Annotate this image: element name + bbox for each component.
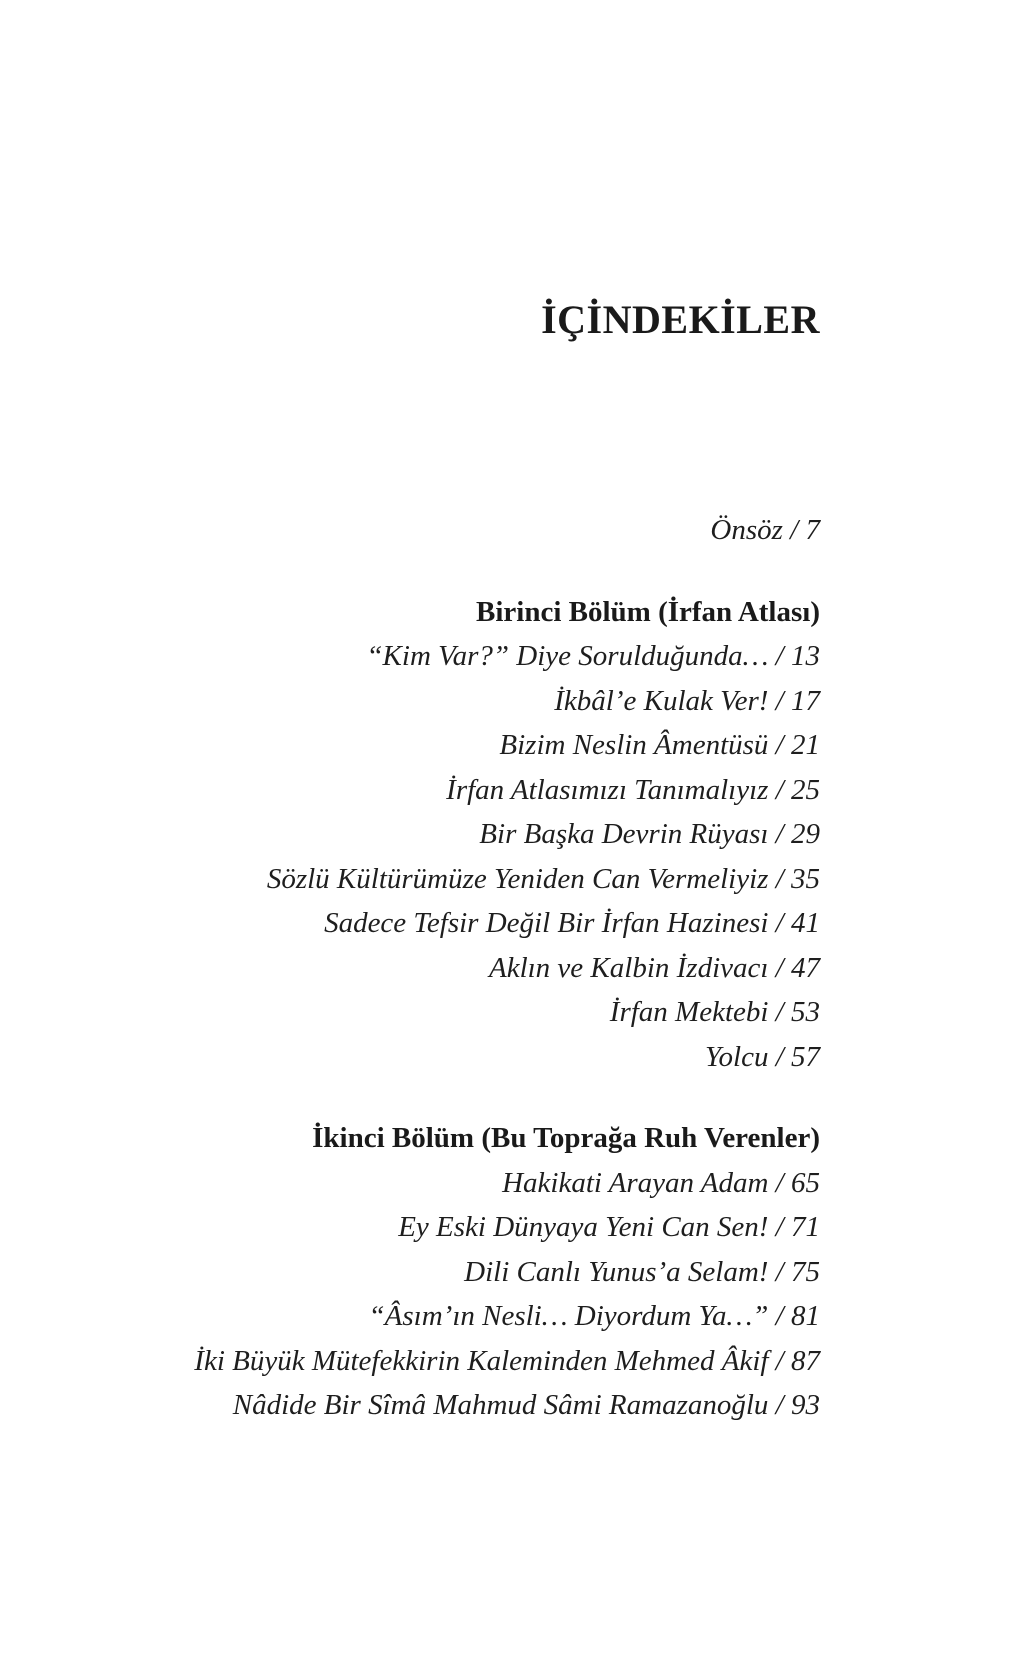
toc-entry: Bir Başka Devrin Rüyası / 29 <box>479 818 820 850</box>
toc-entry: İkbâl’e Kulak Ver! / 17 <box>554 684 820 717</box>
toc-entry: Dili Canlı Yunus’a Selam! / 75 <box>464 1255 820 1288</box>
toc-entry: İki Büyük Mütefekkirin Kaleminden Mehmed Âkif / 87 <box>194 1344 820 1377</box>
section-2 <box>194 1116 820 1428</box>
toc-entry: Nâdide Bir Sîmâ Mahmud Sâmi Ramazanoğlu / 93 <box>232 1389 820 1421</box>
section-spacer <box>194 553 820 590</box>
toc-entry: İrfan Atlasımızı Tanımalıyız / 25 <box>446 773 820 806</box>
section-heading: Birinci Bölüm (İrfan Atlası) <box>476 595 820 628</box>
toc-entry: “Kim Var?” Diye Sorulduğunda… / 13 <box>366 640 820 672</box>
section-heading: İkinci Bölüm (Bu Toprağa Ruh Verenler) <box>312 1122 820 1154</box>
toc-entry: Ey Eski Dünyaya Yeni Can Sen! / 71 <box>398 1211 820 1243</box>
toc-entry: “Âsım’ın Nesli… Diyordum Ya…” / 81 <box>368 1300 820 1332</box>
toc-entry: Hakikati Arayan Adam / 65 <box>502 1166 820 1199</box>
section-spacer <box>194 1079 820 1116</box>
toc-entry: Bizim Neslin Âmentüsü / 21 <box>499 729 820 761</box>
table-of-contents <box>194 508 820 1428</box>
toc-entry: Yolcu / 57 <box>705 1040 820 1073</box>
toc-entry: Aklın ve Kalbin İzdivacı / 47 <box>488 951 820 984</box>
toc-entry-preface: Önsöz / 7 <box>710 514 820 546</box>
toc-entry: Sadece Tefsir Değil Bir İrfan Hazinesi / 41 <box>324 907 820 939</box>
section-1 <box>194 590 820 1080</box>
page-title: İÇİNDEKİLER <box>541 297 820 342</box>
toc-entry: Sözlü Kültürümüze Yeniden Can Vermeliyiz / 35 <box>266 862 820 895</box>
toc-entry: İrfan Mektebi / 53 <box>609 996 820 1028</box>
